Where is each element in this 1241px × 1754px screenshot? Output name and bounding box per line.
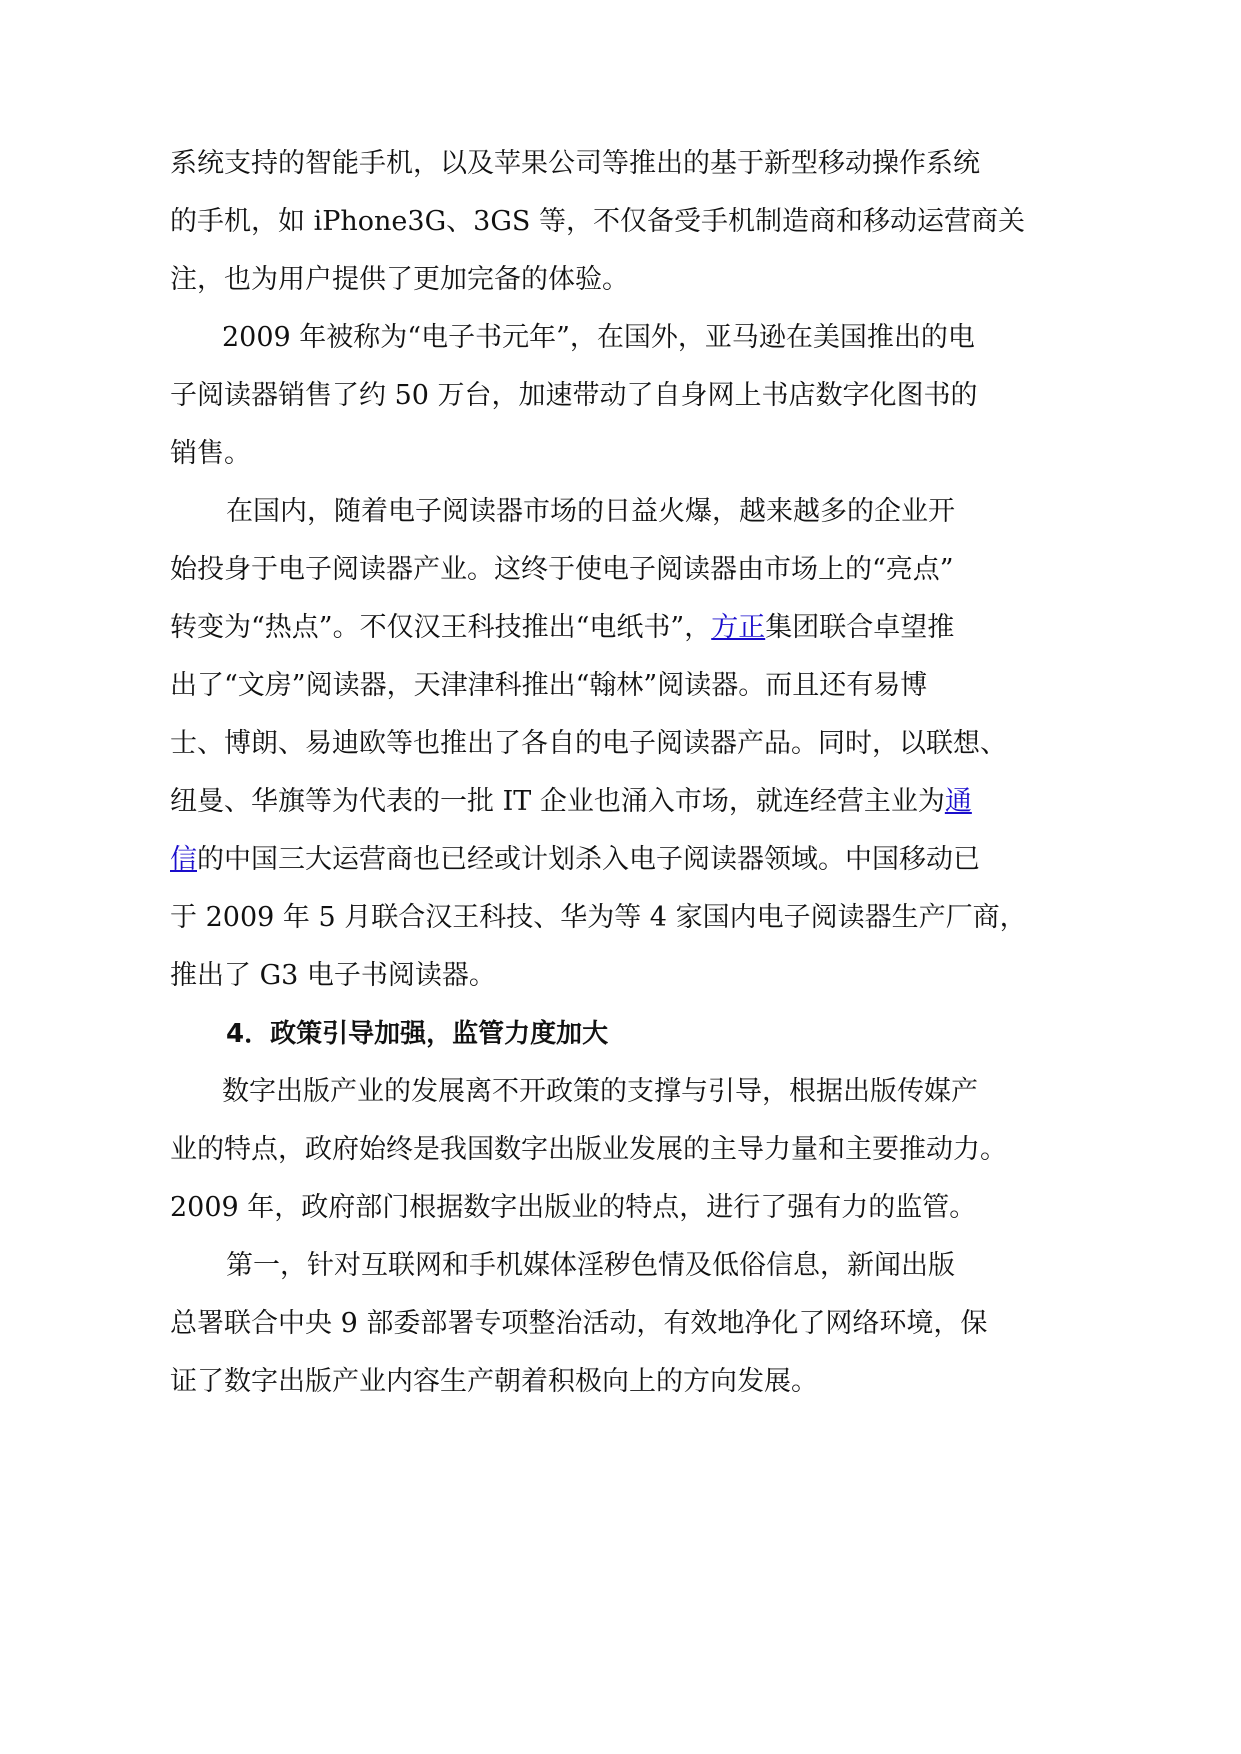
paragraph-5-line-3: 2009 年，政府部门根据数字出版业的特点，进行了强有力的监管。 — [170, 1192, 977, 1223]
paragraph-6-line-3: 证了数字出版产业内容生产朝着积极向上的方向发展。 — [170, 1366, 818, 1397]
paragraph-2-line-3: 销售。 — [170, 438, 251, 469]
paragraph-1-line-1: 系统支持的智能手机，以及苹果公司等推出的基于新型移动操作系统 — [170, 148, 980, 179]
paragraph-3-line-5: 士、博朗、易迪欧等也推出了各自的电子阅读器产品。同时，以联想、 — [170, 728, 1007, 759]
paragraph-1-line-3: 注，也为用户提供了更加完备的体验。 — [170, 264, 629, 295]
paragraph-3-line-8: 于 2009 年 5 月联合汉王科技、华为等 4 家国内电子阅读器生产厂商， — [170, 902, 1027, 933]
paragraph-6-line-1: 第一，针对互联网和手机媒体淫秽色情及低俗信息，新闻出版 — [226, 1250, 955, 1281]
paragraph-3-line-1: 在国内，随着电子阅读器市场的日益火爆，越来越多的企业开 — [226, 496, 955, 527]
paragraph-5-line-2: 业的特点，政府始终是我国数字出版业发展的主导力量和主要推动力。 — [170, 1134, 1007, 1165]
paragraph-3-line-3 — [170, 606, 1241, 650]
paragraph-3-line-7 — [170, 838, 1241, 882]
paragraph-3-line-9: 推出了 G3 电子书阅读器。 — [170, 960, 496, 991]
line-text: 的中国三大运营商也已经或计划杀入电子阅读器领域。中国移动已 — [197, 844, 980, 875]
link-tongxin-part-2[interactable]: 信 — [170, 844, 197, 875]
paragraph-5-line-1: 数字出版产业的发展离不开政策的支撑与引导，根据出版传媒产 — [222, 1076, 978, 1107]
paragraph-2-line-1: 2009 年被称为“电子书元年”，在国外，亚马逊在美国推出的电 — [222, 322, 975, 353]
section-heading: 4．政策引导加强，监管力度加大 — [226, 1019, 609, 1049]
line-text: 集团联合卓望推 — [765, 612, 955, 643]
link-tongxin-part-1[interactable]: 通 — [944, 786, 972, 817]
paragraph-3-line-6 — [170, 780, 1241, 824]
link-fangzheng[interactable]: 方正 — [711, 612, 766, 643]
paragraph-2-line-2: 子阅读器销售了约 50 万台，加速带动了自身网上书店数字化图书的 — [170, 380, 978, 411]
paragraph-1-line-2: 的手机，如 iPhone3G、3GS 等，不仅备受手机制造商和移动运营商关 — [170, 206, 1025, 237]
line-text: 转变为“热点”。不仅汉王科技推出“电纸书”， — [170, 612, 712, 643]
line-text: 纽曼、华旗等为代表的一批 IT 企业也涌入市场，就连经营主业为 — [170, 786, 945, 817]
paragraph-6-line-2: 总署联合中央 9 部委部署专项整治活动，有效地净化了网络环境，保 — [170, 1308, 988, 1339]
paragraph-3-line-2: 始投身于电子阅读器产业。这终于使电子阅读器由市场上的“亮点” — [170, 554, 954, 585]
paragraph-3-line-4: 出了“文房”阅读器，天津津科推出“翰林”阅读器。而且还有易博 — [170, 670, 928, 701]
